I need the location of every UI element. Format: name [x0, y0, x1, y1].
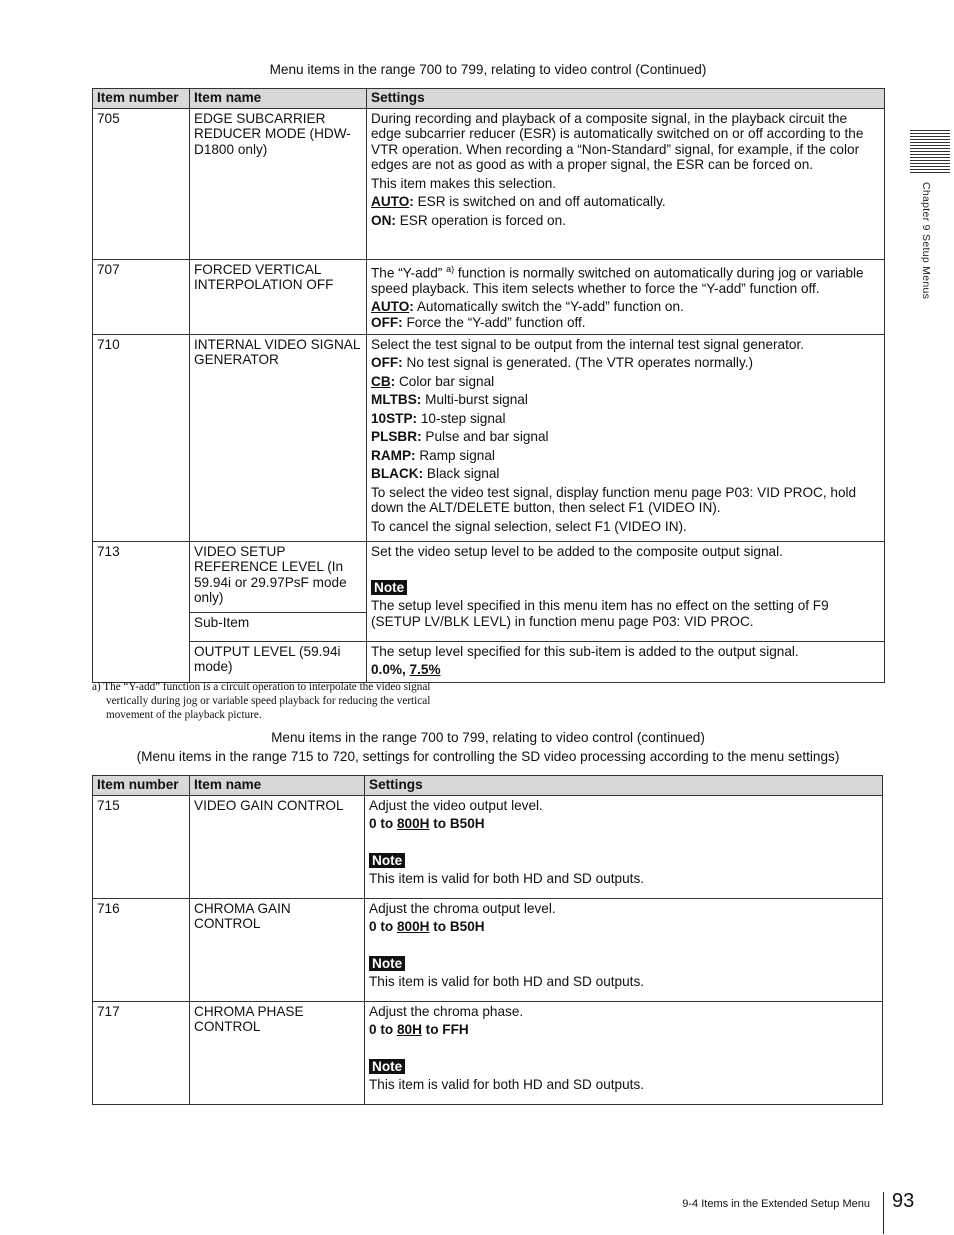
table-row [93, 641, 885, 682]
item-name: CHROMA GAIN CONTROL [190, 898, 365, 1001]
option-text: Multi-burst signal [421, 392, 528, 407]
settings-text: During recording and playback of a composite signal, in the playback circuit the edge subcarrier reducer (ESR) is automatically switched on or off according to the VTR operation. When recording a “Non-Standard” signal, for example, if the color edges are not as good as with a proper signal, the ESR can be forced on. [371, 110, 864, 172]
footer-section: 9-4 Items in the Extended Setup Menu [682, 1198, 870, 1210]
settings-cell [365, 1001, 883, 1104]
item-number: 716 [93, 898, 190, 1001]
item-number: 713 [93, 541, 190, 682]
settings-cell [367, 259, 885, 334]
option-key: OFF: [371, 355, 403, 370]
table-row [93, 1001, 883, 1104]
setting-range [369, 816, 878, 832]
option-key: AUTO [371, 194, 410, 209]
item-name: OUTPUT LEVEL (59.94i mode) [190, 641, 367, 682]
range-value: 0 to [369, 1022, 397, 1037]
item-name: CHROMA PHASE CONTROL [190, 1001, 365, 1104]
option-key: MLTBS: [371, 392, 422, 407]
option-auto [371, 194, 880, 210]
option-on [371, 213, 880, 229]
table-row [93, 259, 885, 334]
footnote-ref: a) [446, 263, 455, 274]
range-default: 80H [396, 1022, 422, 1037]
settings-text: The setup level specified for this sub-item is added to the output signal. [371, 643, 799, 659]
header-item-name: Item name [190, 89, 367, 109]
option-cb [371, 374, 880, 390]
note-text: This item is valid for both HD and SD outputs. [369, 973, 645, 989]
item-number: 705 [93, 108, 190, 259]
setting-range [369, 919, 878, 935]
settings-cell [367, 541, 885, 641]
text-part: function is normally switched on automatically during jog or variable speed playback. This item selects whether to force the “Y-add” function off. [371, 265, 864, 296]
option-colon: : [409, 299, 414, 315]
range-default: 800H [396, 816, 430, 831]
item-name: VIDEO GAIN CONTROL [190, 795, 365, 898]
page-number: 93 [892, 1190, 915, 1212]
table-row [93, 334, 885, 541]
header-settings: Settings [365, 776, 883, 796]
range-value: to B50H [429, 919, 485, 934]
subitem-label: Sub-Item [190, 612, 367, 641]
item-name: EDGE SUBCARRIER REDUCER MODE (HDW-D1800 only) [190, 108, 367, 259]
item-number: 717 [93, 1001, 190, 1104]
settings-text: Set the video setup level to be added to the composite output signal. [371, 543, 783, 559]
setting-range [369, 1022, 878, 1038]
table-row [93, 795, 883, 898]
range-value: to FFH [421, 1022, 469, 1037]
note-text: This item is valid for both HD and SD outputs. [369, 1076, 645, 1092]
option-text: No test signal is generated. (The VTR operates normally.) [402, 355, 754, 370]
option-ramp [371, 448, 880, 464]
option-off [371, 355, 880, 371]
settings-text: This item makes this selection. [371, 175, 557, 191]
settings-text: Adjust the video output level. [369, 797, 543, 813]
footnote-line: vertically during jog or variable speed playback for reducing the vertical [106, 695, 431, 707]
note-text: This item is valid for both HD and SD outputs. [369, 870, 645, 886]
option-key: OFF: [371, 314, 403, 330]
settings-text: To cancel the signal selection, select F1 (VIDEO IN). [371, 518, 687, 534]
settings-text: To select the video test signal, display function menu page P03: VID PROC, hold down the ALT/DELETE button, then select F1 (VIDEO IN). [371, 484, 857, 515]
header-item-number: Item number [93, 89, 190, 109]
range-default: 800H [396, 919, 430, 934]
option-key: RAMP: [371, 447, 416, 463]
option-colon: : [409, 194, 414, 209]
settings-text: Select the test signal to be output from the internal test signal generator. [371, 336, 804, 352]
spacer [369, 938, 878, 952]
footnote-line: movement of the playback picture. [106, 709, 262, 721]
header-settings: Settings [367, 89, 885, 109]
table1-caption: Menu items in the range 700 to 799, relating to video control (Continued) [269, 62, 707, 77]
option-key: BLACK: [371, 466, 424, 481]
option-key: ON: [371, 212, 396, 228]
option-key: PLSBR: [371, 429, 422, 444]
item-name: FORCED VERTICAL INTERPOLATION OFF [190, 259, 367, 334]
spacer [369, 1041, 878, 1055]
option-key: 10STP: [371, 410, 418, 426]
table-row [93, 541, 885, 612]
note-text: The setup level specified in this menu item has no effect on the setting of F9 (SETUP LV/BLK LEVL) in function menu page P03: VID PROC. [371, 598, 829, 629]
table-700-range [92, 88, 885, 683]
footnote [92, 680, 492, 722]
range-value: 0.0%, [371, 662, 410, 677]
table-header-row [93, 89, 885, 109]
option-10stp [371, 411, 880, 427]
option-key: AUTO [371, 299, 410, 315]
item-name: INTERNAL VIDEO SIGNAL GENERATOR [190, 334, 367, 541]
item-number: 710 [93, 334, 190, 541]
option-text: Ramp signal [415, 447, 495, 463]
option-colon: : [390, 373, 396, 389]
spacer [371, 562, 880, 576]
note-badge: Note [369, 1059, 405, 1074]
table-row [93, 108, 885, 259]
item-number: 707 [93, 259, 190, 334]
range-value: 0 to [369, 919, 397, 934]
option-text: Pulse and bar signal [421, 429, 549, 444]
settings-text: Adjust the chroma output level. [369, 900, 556, 916]
item-name: VIDEO SETUP REFERENCE LEVEL (In 59.94i or 29.97PsF mode only) [190, 541, 367, 612]
option-text: ESR operation is forced on. [395, 212, 566, 228]
item-number: 715 [93, 795, 190, 898]
option-off [371, 315, 880, 331]
header-item-name: Item name [190, 776, 365, 796]
table-715-range [92, 775, 883, 1105]
settings-cell [367, 641, 885, 682]
option-key: CB [371, 373, 391, 389]
option-text: Color bar signal [395, 373, 495, 389]
settings-cell [365, 898, 883, 1001]
option-text: Black signal [423, 466, 500, 481]
settings-text: Adjust the chroma phase. [369, 1003, 524, 1019]
settings-text [371, 262, 880, 297]
note-badge: Note [371, 580, 407, 595]
option-text: Force the “Y-add” function off. [402, 314, 586, 330]
option-text: 10-step signal [417, 410, 506, 426]
setting-range [371, 662, 880, 678]
table2-subcaption: (Menu items in the range 715 to 720, settings for controlling the SD video processing according to the menu settings) [136, 749, 840, 764]
range-value: to B50H [429, 816, 485, 831]
range-value: 0 to [369, 816, 397, 831]
option-mltbs [371, 392, 880, 408]
spacer [369, 835, 878, 849]
option-plsbr [371, 429, 880, 445]
header-item-number: Item number [93, 776, 190, 796]
option-black [371, 466, 880, 482]
option-text: Automatically switch the “Y-add” function on. [413, 299, 684, 315]
table-row [93, 898, 883, 1001]
chapter-tab-label: Chapter 9 Setup Menus [920, 182, 932, 300]
option-auto [371, 299, 880, 315]
table-header-row [93, 776, 883, 796]
chapter-tab-lines [910, 130, 950, 174]
note-badge: Note [369, 853, 405, 868]
range-default: 7.5% [409, 662, 441, 677]
option-text: ESR is switched on and off automatically. [413, 194, 666, 209]
settings-cell [367, 334, 885, 541]
settings-cell [367, 108, 885, 259]
text-part: The “Y-add” [371, 265, 447, 281]
footer-divider [883, 1192, 884, 1234]
table2-caption: Menu items in the range 700 to 799, relating to video control (continued) [271, 730, 705, 745]
settings-cell [365, 795, 883, 898]
note-badge: Note [369, 956, 405, 971]
footnote-line: a) The “Y-add” function is a circuit operation to interpolate the video signal [92, 681, 431, 693]
